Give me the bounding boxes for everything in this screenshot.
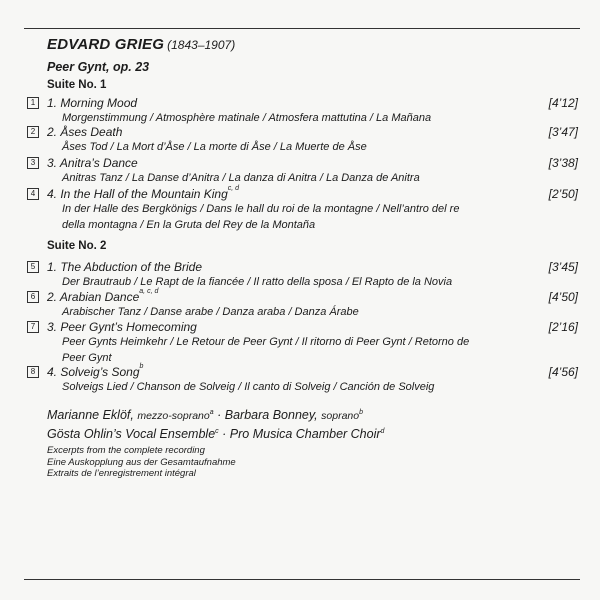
track-number-box: 8 [27,366,39,378]
note-line: Extraits de l’enregistrement intégral [47,468,196,479]
track-title: 2. Åses Death [47,125,123,139]
suite-title-1: Suite No. 1 [47,79,107,91]
track-duration: [3’47] [548,125,578,139]
track-number-box: 2 [27,126,39,138]
track-title: 2. Arabian Dance$^{a, c, d}$ [47,288,159,304]
composer-dates: (1843–1907) [167,38,236,52]
track-duration: [4’56] [548,365,578,379]
track-title: 3. Peer Gynt’s Homecoming [47,320,197,334]
track-title: 4. Solveig’s Song$^b$ [47,363,144,379]
performers-credits [47,406,384,443]
performers-line-2: Gösta Ohlin’s Vocal Ensemble$^c$ · Pro Musica Chamber Choir$^d$ [47,427,385,441]
track-duration: [3’45] [548,260,578,274]
composer-heading [47,36,235,53]
track-duration: [2’50] [548,187,578,201]
track-number-box: 7 [27,321,39,333]
track-number-box: 3 [27,157,39,169]
note-line: Eine Auskopplung aus der Gesamtaufnahme [47,456,236,468]
bottom-rule [24,579,580,580]
track-number-box: 5 [27,261,39,273]
track-duration: [4’50] [548,290,578,304]
performers-line-1: Marianne Eklöf, mezzo-soprano$^a$ · Barbara Bonney, soprano$^b$ [47,408,363,422]
track-translations: Anitras Tanz / La Danse d’Anitra / La danza di Anitra / La Danza de Anitra [62,172,420,184]
composer-name: EDVARD GRIEG [47,36,165,53]
track-duration: [4’12] [548,96,578,110]
track-title: 3. Anitra’s Dance [47,156,138,170]
note-line: Excerpts from the complete recording [47,445,205,456]
track-translations: Peer Gynts Heimkehr / Le Retour de Peer Gynt / Il ritorno di Peer Gynt / Retorno de Peer Gynt [62,336,470,364]
track-title: 4. In the Hall of the Mountain King$^{c, d}$ [47,185,240,201]
track-translations: Der Brautraub / Le Rapt de la fiancée / Il ratto della sposa / El Rapto de la Novia [62,276,453,288]
performer-role: mezzo-soprano [137,410,210,422]
suite-title-2: Suite No. 2 [47,240,107,252]
track-duration: [2’16] [548,320,578,334]
performer-role: soprano [321,410,360,422]
track-translations: Solveigs Lied / Chanson de Solveig / Il canto di Solveig / Canción de Solveig [62,381,435,393]
work-title: Peer Gynt, op. 23 [47,60,150,74]
track-translations: In der Halle des Bergkönigs / Dans le hall du roi de la montagne / Nell’antro del re della montagna / En la Gruta del Rey de la Montaña [62,203,460,231]
ensemble-name: Gösta Ohlin’s Vocal Ensemble [47,427,216,441]
track-translations: Arabischer Tanz / Danse arabe / Danza araba / Danza Árabe [62,306,359,318]
track-translations: Morgenstimmung / Atmosphère matinale / Atmosfera mattutina / La Mañana [62,112,432,124]
track-number-box: 1 [27,97,39,109]
choir-name: Pro Musica Chamber Choir [229,427,381,441]
track-title: 1. The Abduction of the Bride [47,260,202,274]
track-number-box: 6 [27,291,39,303]
track-duration: [3’38] [548,156,578,170]
top-rule [24,28,580,29]
performer-name: Marianne Eklöf, [47,408,134,422]
track-translations: Åses Tod / La Mort d’Åse / La morte di Åse / La Muerte de Åse [62,141,367,153]
recording-notes [47,445,236,480]
track-number-box: 4 [27,188,39,200]
performer-name: Barbara Bonney, [224,408,318,422]
track-title: 1. Morning Mood [47,96,138,110]
